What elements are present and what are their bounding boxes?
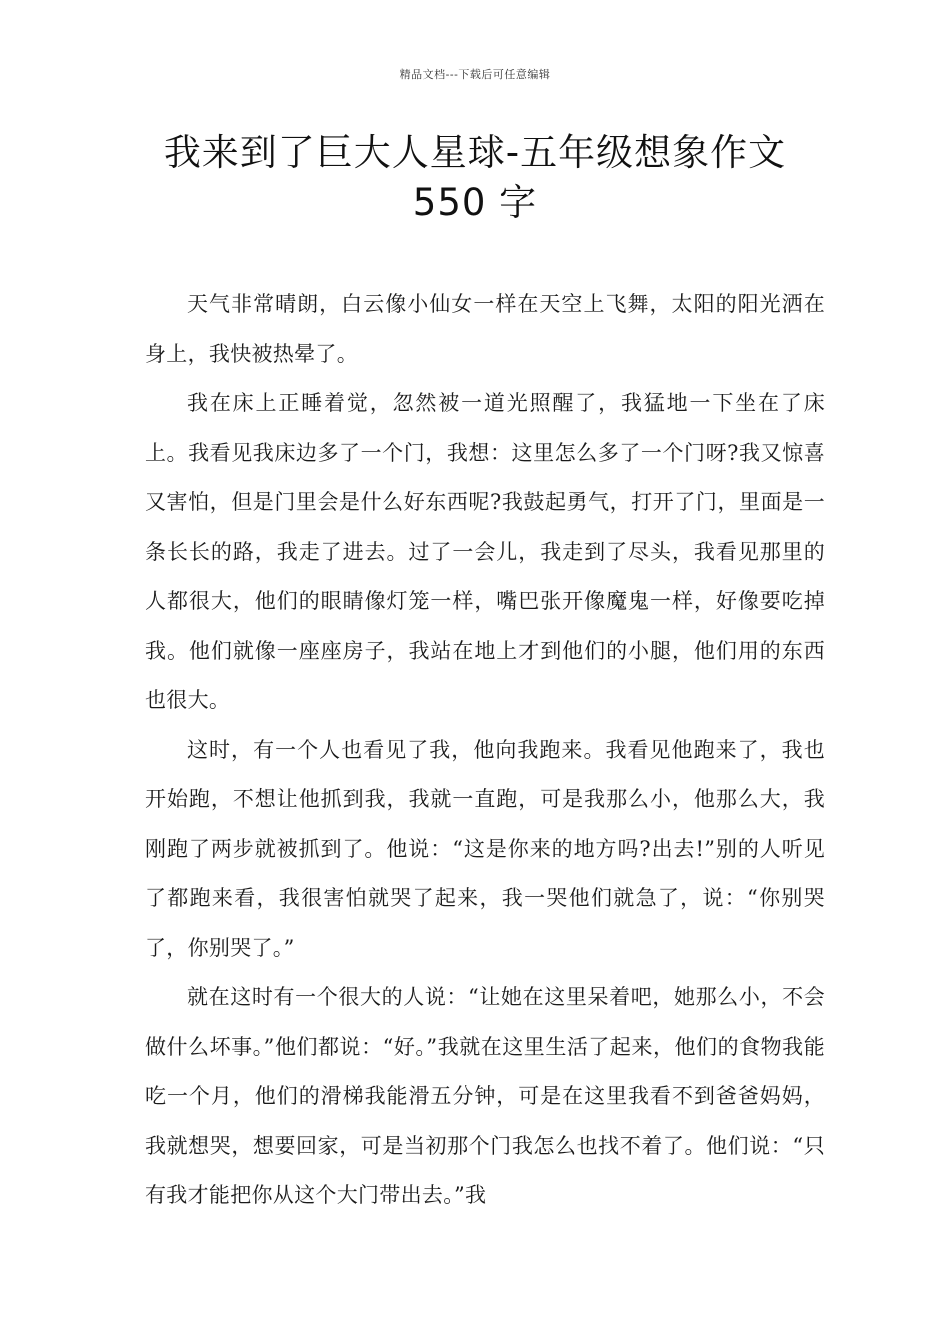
paragraph: 我在床上正睡着觉，忽然被一道光照醒了，我猛地一下坐在了床上。我看见我床边多了一个门，我想：这里怎么多了一个门呀?我又惊喜又害怕，但是门里会是什么好东西呢?我鼓起勇气，打开了门，里面是一条长长的路，我走了进去。过了一会儿，我走到了尽头，我看见那里的人都很大，他们的眼睛像灯笼一样，嘴巴张开像魔鬼一样，好像要吃掉我。他们就像一座座房子，我站在地上才到他们的小腿，他们用的东西也很大。 <box>145 391 825 712</box>
paragraph: 天气非常晴朗，白云像小仙女一样在天空上飞舞，太阳的阳光洒在身上，我快被热晕了。 <box>145 292 825 366</box>
title-line-2: 550 字 <box>412 181 538 224</box>
paragraph: 这时，有一个人也看见了我，他向我跑来。我看见他跑来了，我也开始跑，不想让他抓到我，我就一直跑，可是我那么小，他那么大，我刚跑了两步就被抓到了。他说：“这是你来的地方吗?出去!”别的人听见了都跑来看，我很害怕就哭了起来，我一哭他们就急了，说：“你别哭了，你别哭了。” <box>145 737 825 960</box>
paragraph: 就在这时有一个很大的人说：“让她在这里呆着吧，她那么小，不会做什么坏事。”他们都说：“好。”我就在这里生活了起来，他们的食物我能吃一个月，他们的滑梯我能滑五分钟，可是在这里我看不到爸爸妈妈，我就想哭，想要回家，可是当初那个门我怎么也找不着了。他们说：“只有我才能把你从这个大门带出去。”我 <box>145 985 825 1207</box>
article-body <box>145 280 825 1221</box>
article-title <box>120 128 830 228</box>
title-line-1: 我来到了巨大人星球-五年级想象作文 <box>163 131 787 174</box>
header-note: 精品文档---下载后可任意编辑 <box>399 68 551 81</box>
